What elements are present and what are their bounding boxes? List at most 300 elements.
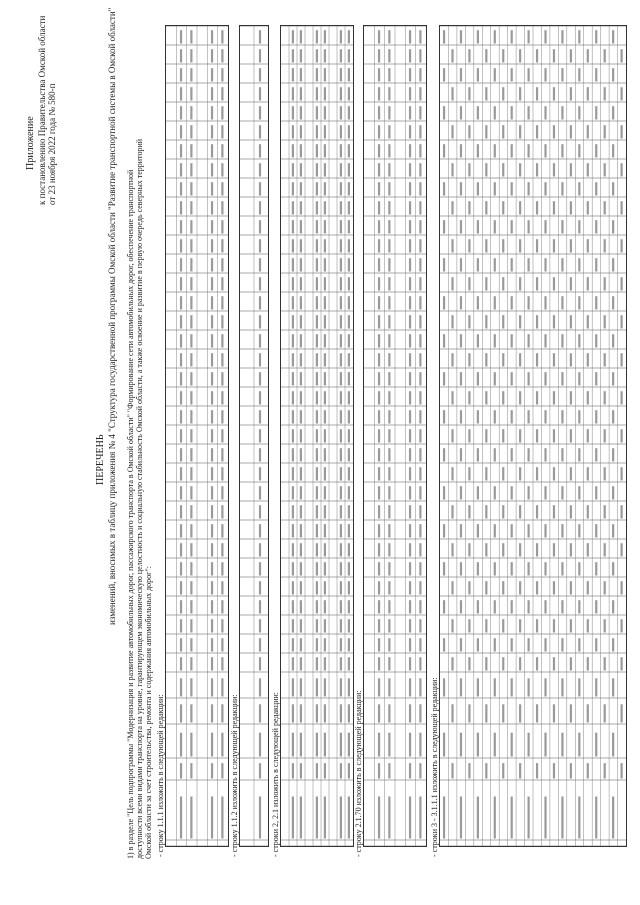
cell-text-mark <box>468 763 470 778</box>
cell-text-mark <box>388 30 390 43</box>
cell-text-mark <box>419 448 421 461</box>
cell-text-mark <box>292 600 294 613</box>
cell-text-mark <box>511 733 513 757</box>
cell-text-mark <box>612 486 614 499</box>
cell-text-mark <box>316 315 318 328</box>
cell-text-mark <box>528 448 530 461</box>
cell-text-mark <box>570 543 572 556</box>
cell-text-mark <box>485 391 487 404</box>
cell-text-mark <box>578 448 580 461</box>
cell-text-mark <box>561 678 563 696</box>
cell-text-mark <box>587 581 589 594</box>
cell-text-mark <box>180 581 182 594</box>
cell-text-mark <box>180 30 182 43</box>
cell-text-mark <box>485 315 487 328</box>
cell-text-mark <box>388 334 390 347</box>
cell-text-mark <box>300 391 302 404</box>
cell-text-mark <box>340 448 342 461</box>
cell-text-mark <box>300 448 302 461</box>
cell-text-mark <box>511 296 513 309</box>
cell-text-mark <box>544 220 546 233</box>
cell-text-mark <box>324 704 326 722</box>
cell-text-mark <box>180 87 182 100</box>
cell-text-mark <box>443 106 445 119</box>
cell-text-mark <box>292 486 294 499</box>
cell-text-mark <box>292 125 294 138</box>
cell-text-mark <box>595 410 597 423</box>
cell-text-mark <box>378 543 380 556</box>
cell-text-mark <box>388 678 390 696</box>
cell-text-mark <box>460 410 462 423</box>
cell-text-mark <box>340 600 342 613</box>
cell-text-mark <box>578 296 580 309</box>
cell-text-mark <box>587 619 589 632</box>
cell-text-mark <box>519 704 521 722</box>
cell-text-mark <box>211 30 213 43</box>
cell-text-mark <box>211 448 213 461</box>
cell-text-mark <box>561 562 563 575</box>
cell-text-mark <box>419 797 421 839</box>
cell-text-mark <box>511 600 513 613</box>
cell-text-mark <box>388 49 390 62</box>
cell-text-mark <box>544 144 546 157</box>
cell-text-mark <box>528 144 530 157</box>
cell-text-mark <box>190 678 192 696</box>
cell-text-mark <box>300 30 302 43</box>
cell-text-mark <box>340 68 342 81</box>
cell-text-mark <box>419 163 421 176</box>
cell-text-mark <box>561 524 563 537</box>
cell-text-mark <box>292 733 294 757</box>
cell-text-mark <box>292 87 294 100</box>
cell-text-mark <box>477 524 479 537</box>
cell-text-mark <box>485 467 487 480</box>
cell-text-mark <box>544 182 546 195</box>
cell-text-mark <box>190 581 192 594</box>
cell-text-mark <box>477 144 479 157</box>
cell-text-mark <box>340 220 342 233</box>
cell-text-mark <box>477 106 479 119</box>
cell-text-mark <box>259 524 261 537</box>
cell-text-mark <box>190 600 192 613</box>
section-label: - строку 1.1.2 изложить в следующей редакции: <box>230 694 239 857</box>
cell-text-mark <box>388 106 390 119</box>
cell-text-mark <box>419 277 421 290</box>
section-label: - строки 3 - 3.1.1.1 изложить в следующей редакции: <box>430 677 439 857</box>
cell-text-mark <box>612 220 614 233</box>
cell-text-mark <box>211 315 213 328</box>
table-grid <box>240 26 268 846</box>
cell-text-mark <box>211 543 213 556</box>
cell-text-mark <box>460 372 462 385</box>
cell-text-mark <box>259 125 261 138</box>
cell-text-mark <box>419 87 421 100</box>
cell-text-mark <box>443 524 445 537</box>
cell-text-mark <box>340 704 342 722</box>
cell-text-mark <box>221 486 223 499</box>
cell-text-mark <box>180 486 182 499</box>
cell-text-mark <box>180 106 182 119</box>
cell-text-mark <box>211 410 213 423</box>
cell-text-mark <box>561 30 563 43</box>
cell-text-mark <box>587 704 589 722</box>
cell-text-mark <box>419 543 421 556</box>
cell-text-mark <box>443 334 445 347</box>
cell-text-mark <box>409 201 411 214</box>
cell-text-mark <box>561 797 563 839</box>
cell-text-mark <box>536 277 538 290</box>
cell-text-mark <box>460 106 462 119</box>
cell-text-mark <box>190 87 192 100</box>
cell-text-mark <box>443 486 445 499</box>
cell-text-mark <box>292 657 294 670</box>
cell-text-mark <box>612 30 614 43</box>
cell-text-mark <box>460 258 462 271</box>
cell-text-mark <box>494 334 496 347</box>
cell-text-mark <box>348 87 350 100</box>
cell-text-mark <box>443 30 445 43</box>
cell-text-mark <box>502 581 504 594</box>
cell-text-mark <box>348 334 350 347</box>
cell-text-mark <box>511 410 513 423</box>
cell-text-mark <box>443 562 445 575</box>
cell-text-mark <box>316 49 318 62</box>
cell-text-mark <box>259 505 261 518</box>
cell-text-mark <box>544 296 546 309</box>
cell-text-mark <box>259 277 261 290</box>
cell-text-mark <box>570 277 572 290</box>
cell-text-mark <box>259 296 261 309</box>
cell-text-mark <box>259 467 261 480</box>
cell-text-mark <box>553 467 555 480</box>
cell-text-mark <box>316 144 318 157</box>
cell-text-mark <box>316 486 318 499</box>
cell-text-mark <box>388 87 390 100</box>
cell-text-mark <box>544 638 546 651</box>
cell-text-mark <box>190 296 192 309</box>
cell-text-mark <box>536 704 538 722</box>
cell-text-mark <box>561 182 563 195</box>
cell-text-mark <box>494 296 496 309</box>
cell-text-mark <box>544 30 546 43</box>
cell-text-mark <box>324 448 326 461</box>
cell-text-mark <box>221 49 223 62</box>
cell-text-mark <box>528 296 530 309</box>
cell-text-mark <box>388 704 390 722</box>
cell-text-mark <box>300 163 302 176</box>
cell-text-mark <box>468 429 470 442</box>
cell-text-mark <box>348 524 350 537</box>
cell-text-mark <box>316 562 318 575</box>
cell-text-mark <box>443 733 445 757</box>
cell-text-mark <box>211 704 213 722</box>
cell-text-mark <box>340 258 342 271</box>
cell-text-mark <box>511 678 513 696</box>
cell-text-mark <box>180 68 182 81</box>
cell-text-mark <box>211 524 213 537</box>
cell-text-mark <box>316 733 318 757</box>
cell-text-mark <box>485 49 487 62</box>
cell-text-mark <box>300 467 302 480</box>
cell-text-mark <box>494 733 496 757</box>
cell-text-mark <box>221 68 223 81</box>
cell-text-mark <box>221 296 223 309</box>
cell-text-mark <box>451 201 453 214</box>
cell-text-mark <box>621 763 623 778</box>
cell-text-mark <box>561 410 563 423</box>
cell-text-mark <box>292 277 294 290</box>
cell-text-mark <box>409 315 411 328</box>
cell-text-mark <box>292 410 294 423</box>
cell-text-mark <box>388 467 390 480</box>
cell-text-mark <box>316 638 318 651</box>
cell-text-mark <box>211 125 213 138</box>
cell-text-mark <box>544 678 546 696</box>
cell-text-mark <box>348 657 350 670</box>
cell-text-mark <box>378 258 380 271</box>
cell-text-mark <box>468 505 470 518</box>
cell-text-mark <box>612 524 614 537</box>
cell-text-mark <box>211 797 213 839</box>
cell-text-mark <box>536 543 538 556</box>
cell-text-mark <box>324 581 326 594</box>
cell-text-mark <box>519 467 521 480</box>
cell-text-mark <box>477 182 479 195</box>
cell-text-mark <box>211 220 213 233</box>
cell-text-mark <box>300 429 302 442</box>
cell-text-mark <box>544 486 546 499</box>
cell-text-mark <box>221 543 223 556</box>
cell-text-mark <box>190 619 192 632</box>
cell-text-mark <box>316 581 318 594</box>
cell-text-mark <box>409 258 411 271</box>
cell-text-mark <box>378 429 380 442</box>
cell-text-mark <box>190 448 192 461</box>
cell-text-mark <box>612 258 614 271</box>
cell-text-mark <box>595 106 597 119</box>
cell-text-mark <box>340 657 342 670</box>
cell-text-mark <box>221 391 223 404</box>
cell-text-mark <box>292 391 294 404</box>
cell-text-mark <box>340 733 342 757</box>
cell-text-mark <box>340 543 342 556</box>
cell-text-mark <box>316 704 318 722</box>
section-label: - строку 1.1.1 изложить в следующей редакции: <box>156 694 165 857</box>
cell-text-mark <box>388 163 390 176</box>
cell-text-mark <box>316 372 318 385</box>
cell-text-mark <box>378 410 380 423</box>
cell-text-mark <box>621 429 623 442</box>
cell-text-mark <box>460 448 462 461</box>
cell-text-mark <box>561 486 563 499</box>
cell-text-mark <box>300 486 302 499</box>
cell-text-mark <box>259 797 261 839</box>
cell-text-mark <box>292 638 294 651</box>
cell-text-mark <box>621 505 623 518</box>
cell-text-mark <box>211 163 213 176</box>
cell-text-mark <box>388 258 390 271</box>
cell-text-mark <box>511 448 513 461</box>
cell-text-mark <box>316 30 318 43</box>
cell-text-mark <box>409 68 411 81</box>
cell-text-mark <box>511 372 513 385</box>
cell-text-mark <box>502 239 504 252</box>
cell-text-mark <box>604 201 606 214</box>
cell-text-mark <box>409 657 411 670</box>
cell-text-mark <box>378 448 380 461</box>
cell-text-mark <box>211 733 213 757</box>
cell-text-mark <box>578 30 580 43</box>
cell-text-mark <box>494 562 496 575</box>
cell-text-mark <box>578 410 580 423</box>
cell-text-mark <box>419 619 421 632</box>
cell-text-mark <box>221 429 223 442</box>
cell-text-mark <box>221 144 223 157</box>
cell-text-mark <box>502 543 504 556</box>
cell-text-mark <box>221 505 223 518</box>
cell-text-mark <box>419 581 421 594</box>
cell-text-mark <box>211 657 213 670</box>
cell-text-mark <box>316 505 318 518</box>
cell-text-mark <box>259 258 261 271</box>
cell-text-mark <box>340 49 342 62</box>
cell-text-mark <box>570 763 572 778</box>
cell-text-mark <box>340 163 342 176</box>
cell-text-mark <box>409 182 411 195</box>
cell-text-mark <box>316 391 318 404</box>
cell-text-mark <box>292 562 294 575</box>
cell-text-mark <box>477 486 479 499</box>
cell-text-mark <box>180 524 182 537</box>
cell-text-mark <box>485 505 487 518</box>
cell-text-mark <box>340 125 342 138</box>
cell-text-mark <box>300 315 302 328</box>
cell-text-mark <box>190 486 192 499</box>
cell-text-mark <box>451 467 453 480</box>
cell-text-mark <box>409 87 411 100</box>
cell-text-mark <box>316 410 318 423</box>
cell-text-mark <box>419 353 421 366</box>
cell-text-mark <box>544 733 546 757</box>
cell-text-mark <box>409 486 411 499</box>
cell-text-mark <box>340 372 342 385</box>
cell-text-mark <box>621 49 623 62</box>
cell-text-mark <box>221 467 223 480</box>
cell-text-mark <box>451 163 453 176</box>
cell-text-mark <box>409 763 411 778</box>
cell-text-mark <box>348 410 350 423</box>
cell-text-mark <box>348 486 350 499</box>
cell-text-mark <box>477 258 479 271</box>
cell-text-mark <box>340 239 342 252</box>
cell-text-mark <box>570 49 572 62</box>
cell-text-mark <box>388 353 390 366</box>
cell-text-mark <box>259 106 261 119</box>
cell-text-mark <box>324 486 326 499</box>
cell-text-mark <box>409 49 411 62</box>
cell-text-mark <box>348 163 350 176</box>
cell-text-mark <box>211 277 213 290</box>
cell-text-mark <box>544 372 546 385</box>
cell-text-mark <box>259 619 261 632</box>
cell-text-mark <box>348 372 350 385</box>
cell-text-mark <box>180 334 182 347</box>
cell-text-mark <box>477 638 479 651</box>
cell-text-mark <box>190 638 192 651</box>
cell-text-mark <box>536 353 538 366</box>
cell-text-mark <box>468 704 470 722</box>
cell-text-mark <box>324 239 326 252</box>
cell-text-mark <box>348 543 350 556</box>
cell-text-mark <box>211 68 213 81</box>
cell-text-mark <box>595 30 597 43</box>
cell-text-mark <box>211 467 213 480</box>
cell-text-mark <box>578 220 580 233</box>
cell-text-mark <box>536 763 538 778</box>
cell-text-mark <box>340 201 342 214</box>
cell-text-mark <box>259 334 261 347</box>
cell-text-mark <box>190 657 192 670</box>
cell-text-mark <box>388 763 390 778</box>
cell-text-mark <box>561 334 563 347</box>
cell-text-mark <box>300 144 302 157</box>
cell-text-mark <box>316 277 318 290</box>
cell-text-mark <box>477 797 479 839</box>
cell-text-mark <box>468 201 470 214</box>
cell-text-mark <box>621 315 623 328</box>
cell-text-mark <box>259 763 261 778</box>
cell-text-mark <box>221 600 223 613</box>
cell-text-mark <box>340 562 342 575</box>
cell-text-mark <box>494 182 496 195</box>
cell-text-mark <box>300 410 302 423</box>
cell-text-mark <box>324 733 326 757</box>
cell-text-mark <box>348 619 350 632</box>
cell-text-mark <box>460 486 462 499</box>
cell-text-mark <box>578 733 580 757</box>
cell-text-mark <box>612 797 614 839</box>
cell-text-mark <box>578 106 580 119</box>
cell-text-mark <box>443 144 445 157</box>
cell-text-mark <box>259 87 261 100</box>
cell-text-mark <box>292 163 294 176</box>
cell-text-mark <box>494 448 496 461</box>
cell-text-mark <box>587 315 589 328</box>
cell-text-mark <box>587 657 589 670</box>
cell-text-mark <box>378 391 380 404</box>
cell-text-mark <box>612 448 614 461</box>
cell-text-mark <box>300 87 302 100</box>
cell-text-mark <box>180 657 182 670</box>
cell-text-mark <box>292 201 294 214</box>
cell-text-mark <box>451 125 453 138</box>
cell-text-mark <box>324 258 326 271</box>
cell-text-mark <box>190 201 192 214</box>
cell-text-mark <box>451 543 453 556</box>
cell-text-mark <box>388 410 390 423</box>
cell-text-mark <box>460 733 462 757</box>
cell-text-mark <box>190 429 192 442</box>
cell-text-mark <box>348 125 350 138</box>
cell-text-mark <box>511 638 513 651</box>
cell-text-mark <box>511 524 513 537</box>
cell-text-mark <box>468 391 470 404</box>
cell-text-mark <box>604 277 606 290</box>
cell-text-mark <box>468 277 470 290</box>
cell-text-mark <box>553 353 555 366</box>
cell-text-mark <box>604 49 606 62</box>
cell-text-mark <box>316 429 318 442</box>
